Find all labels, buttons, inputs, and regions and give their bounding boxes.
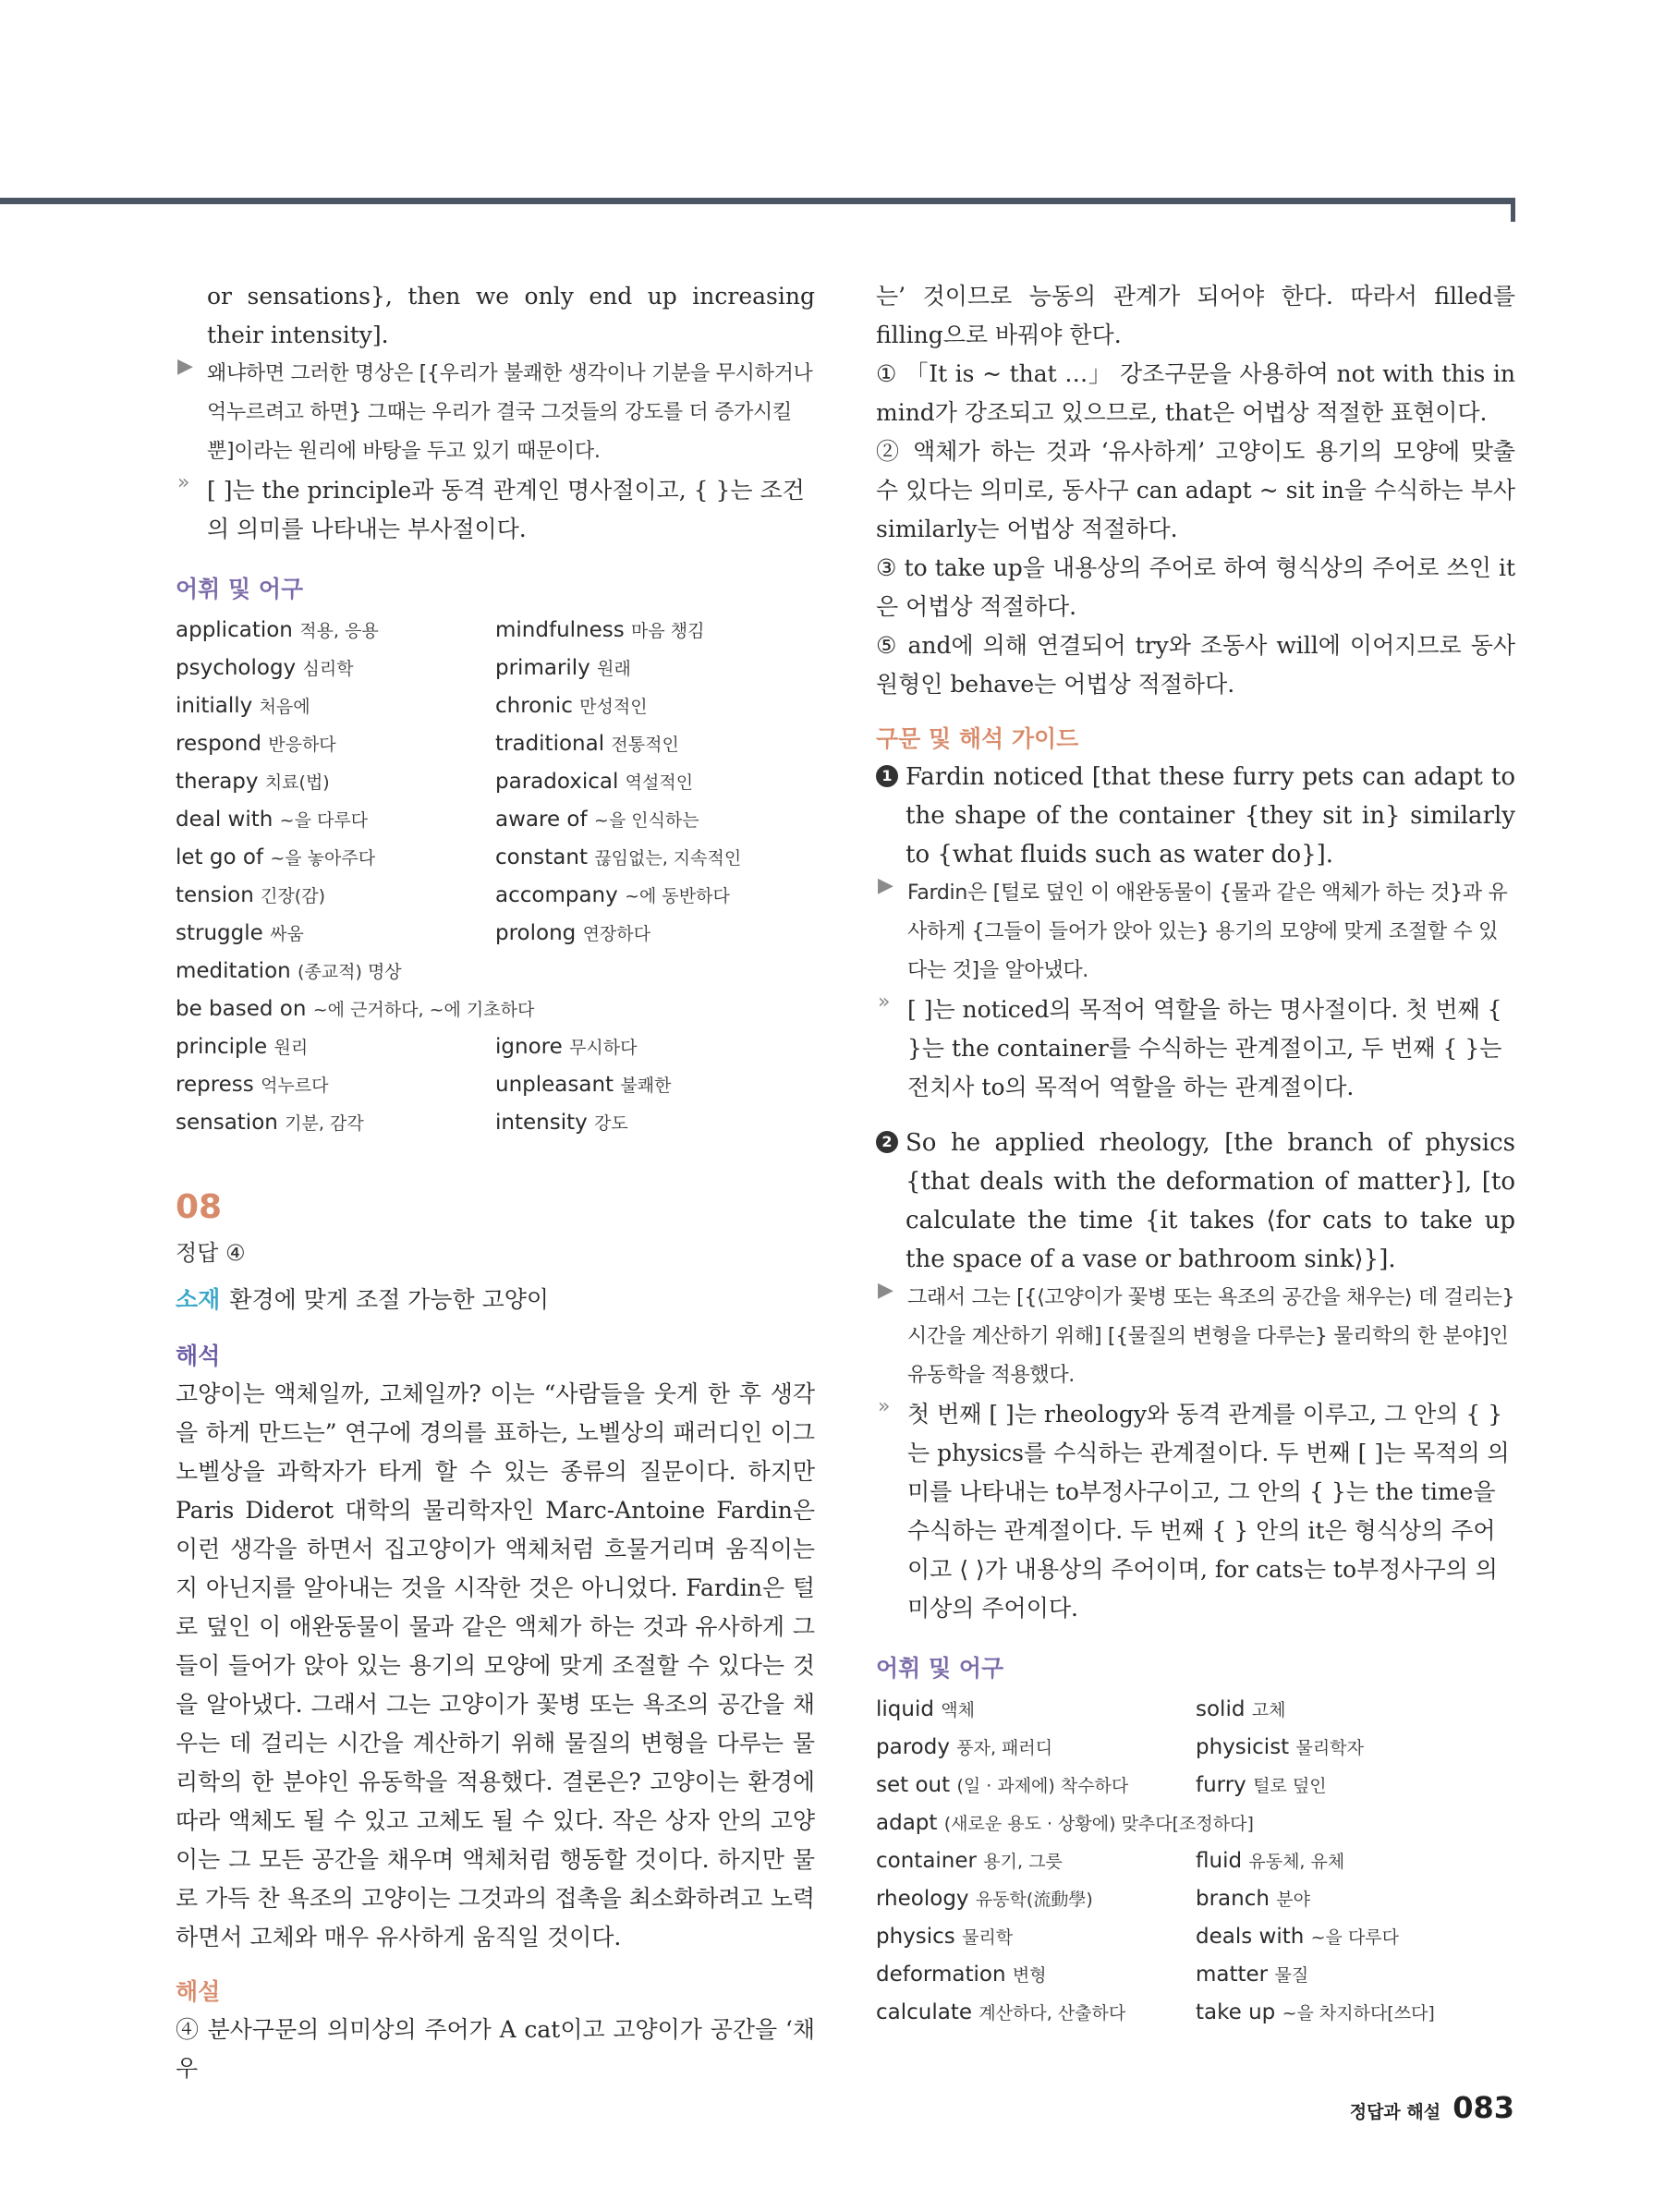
vocab-item: matter 물질 [1196,1963,1309,1987]
vocab-item: solid 고체 [1196,1697,1286,1721]
topic-label: 소재 [176,1286,221,1313]
vocab-item: initially 처음에 [176,694,310,718]
double-chevron-icon: » [878,991,891,1014]
vocab-item: let go of ~을 놓아주다 [176,845,376,869]
vocab-item: physicist 물리학자 [1196,1735,1364,1759]
explanation-continued: 는’ 것이므로 능동의 관계가 되어야 한다. 따라서 filled를 filling으로 바꿔야 한다. [876,283,1515,348]
vocab-item: calculate 계산하다, 산출하다 [876,2000,1126,2024]
vocab-item: parody 풍자, 패러디 [876,1735,1053,1759]
number-badge: 1 [876,765,898,787]
right-column [876,277,1515,2032]
vocab-item: traditional 전통적인 [495,732,679,756]
vocab-item: set out (일 · 과제에) 착수하다 [876,1773,1129,1797]
number-badge: 2 [876,1131,898,1153]
vocab-item: primarily 원래 [495,656,631,680]
explanation-option-5: ⑤ and에 의해 연결되어 try와 조동사 will에 이어지므로 동사원형인 behave는 어법상 적절하다. [876,632,1515,698]
topic-line [176,1279,815,1321]
continued-sentence: or sensations}, then we only end up increasing their intensity]. [207,283,815,348]
sentence-1: 1 Fardin noticed [that these furry pets can adapt to the shape of the container {they sit in} similarly to {what fluids such as water do}]. [876,758,1515,874]
double-chevron-icon: » [177,471,190,494]
vocab-item: deformation 변형 [876,1963,1047,1987]
vocab-item: meditation (종교적) 명상 [176,959,402,983]
vocab-item: paradoxical 역설적인 [495,770,694,794]
vocab-item: branch 분야 [1196,1887,1310,1911]
vocab-list [876,1691,1515,2032]
explanation-option-1: ① 「It is ~ that …」 강조구문을 사용하여 not with this in mind가 강조되고 있으므로, that은 어법상 적절한 표현이다. [876,360,1515,426]
vocab-item: adapt (새로운 용도 · 상황에) 맞추다[조정하다] [876,1811,1254,1835]
left-column [176,277,815,2088]
sentence-1-translation: ▶ Fardin은 [털로 덮인 이 애완동물이 {물과 같은 액체가 하는 것}과 유사하게 {그들이 들어가 앉아 있는} 용기의 모양에 맞게 조절할 수 있다는 것]을 알아냈다. [878,874,1508,982]
vocab-item: be based on ~에 근거하다, ~에 기초하다 [176,997,535,1021]
triangle-icon: ▶ [878,1279,893,1302]
grammar-note: » [ ]는 the principle과 동격 관계인 명사절이고, { }는 조건의 의미를 나타내는 부사절이다. [177,471,805,542]
vocab-item: intensity 강도 [495,1111,628,1135]
explanation-paragraph: ④ 분사구문의 의미상의 주어가 A cat이고 고양이가 공간을 ‘채우 [176,2016,815,2082]
triangle-icon: ▶ [177,355,193,378]
vocab-item: liquid 액체 [876,1697,975,1721]
page-footer [1350,2090,1514,2125]
double-chevron-icon: » [878,1395,891,1418]
explanation-option-3: ③ to take up을 내용상의 주어로 하여 형식상의 주어로 쓰인 it은 어법상 적절하다. [876,554,1515,620]
vocab-item: constant 끊임없는, 지속적인 [495,845,742,869]
vocab-item: therapy 치료(법) [176,770,330,794]
vocab-item: deals with ~을 다루다 [1196,1925,1400,1949]
vocab-item: deal with ~을 다루다 [176,808,369,832]
page-number: 083 [1452,2090,1514,2125]
vocab-item: struggle 싸움 [176,921,304,945]
vocab-item: psychology 심리학 [176,656,354,680]
vocab-list [176,612,815,1142]
triangle-icon: ▶ [878,874,893,897]
vocab-item: ignore 무시하다 [495,1035,638,1059]
vocab-item: sensation 기분, 감각 [176,1111,364,1135]
vocab-item: fluid 유동체, 유체 [1196,1849,1345,1873]
translation-heading: 해석 [176,1343,221,1369]
vocab-item: principle 원리 [176,1035,309,1059]
explanation-option-2: ② 액체가 하는 것과 ‘유사하게’ 고양이도 용기의 모양에 맞출 수 있다는 의미로, 동사구 can adapt ~ sit in을 수식하는 부사 similarly는 어법상 적절하다. [876,438,1515,542]
vocab-item: accompany ~에 동반하다 [495,883,730,907]
vocab-item: mindfulness 마음 챙김 [495,618,705,642]
vocab-item: take up ~을 차지하다[쓰다] [1196,2000,1435,2024]
translation-paragraph: 고양이는 액체일까, 고체일까? 이는 “사람들을 웃게 한 후 생각을 하게 만드는” 연구에 경의를 표하는, 노벨상의 패러디인 이그 노벨상을 과학자가 타게 할 수 있는 종류의 질문이다. 하지만 Paris Diderot 대학의 물리학자인 Marc-Antoine Fardin은 이런 생각을 하면서 집고양이가 액체처럼 흐물거리며 움직이는지 아닌지를 알아내는 것을 시작한 것은 아니었다. Fardin은 털로 덮인 이 애완동물이 물과 같은 액체가 하는 것과 유사하게 그들이 들어가 앉아 있는 용기의 모양에 맞게 조절할 수 있다는 것을 알아냈다. 그래서 그는 고양이가 꽃병 또는 욕조의 공간을 채우는 데 걸리는 시간을 계산하기 위해 물질의 변형을 다루는 물리학의 한 분야인 유동학을 적용했다. 결론은? 고양이는 환경에 따라 액체도 될 수 있고 고체도 될 수 있다. 작은 상자 안의 고양이는 그 모든 공간을 채우며 액체처럼 행동할 것이다. 하지만 물로 가득 찬 욕조의 고양이는 그것과의 접촉을 최소화하려고 노력하면서 고체와 매우 유사하게 움직일 것이다. [176,1380,815,1951]
vocab-heading: 어휘 및 어구 [876,1655,1004,1682]
vocab-item: unpleasant 불쾌한 [495,1073,672,1097]
explanation-heading: 해설 [176,1978,221,2005]
top-rule [0,198,1515,204]
question-number: 08 [176,1188,223,1226]
vocab-item: aware of ~을 인식하는 [495,808,699,832]
topic-text: 환경에 맞게 조절 가능한 고양이 [229,1286,550,1313]
sentence-1-note: » [ ]는 noticed의 목적어 역할을 하는 명사절이다. 첫 번째 { }는 the container를 수식하는 관계절이고, 두 번째 { }는 전치사 to의 목적어 역할을 하는 관계절이다. [878,991,1502,1100]
vocab-item: chronic 만성적인 [495,694,648,718]
sentence-2-note: » 첫 번째 [ ]는 rheology와 동격 관계를 이루고, 그 안의 { }는 physics를 수식하는 관계절이다. 두 번째 [ ]는 목적의 의미를 나타내는 to부정사구이고, 그 안의 { }는 the time을 수식하는 관계절이다. 두 번째 { } 안의 it은 형식상의 주어이고 ⟨ ⟩가 내용상의 주어이며, for cats는 to부정사구의 의미상의 주어이다. [878,1395,1510,1622]
top-rule-tick [1511,198,1515,222]
vocab-item: physics 물리학 [876,1925,1014,1949]
sentence-2: 2 So he applied rheology, [the branch of physics {that deals with the deformation of matter}], [to calculate the time {it takes ⟨for cats to take up the space of a vase or bathroom sink⟩}]. [876,1124,1515,1279]
vocab-item: furry 털로 덮인 [1196,1773,1327,1797]
guide-heading: 구문 및 해석 가이드 [876,725,1079,752]
vocab-item: container 용기, 그릇 [876,1849,1063,1873]
vocab-heading: 어휘 및 어구 [176,576,304,602]
vocab-item: repress 억누르다 [176,1073,329,1097]
sentence-2-translation: ▶ 그래서 그는 [{⟨고양이가 꽃병 또는 욕조의 공간을 채우는⟩ 데 걸리는} 시간을 계산하기 위해] [{물질의 변형을 다루는} 물리학의 한 분야]인 유동학을 적용했다. [878,1279,1515,1387]
vocab-item: prolong 연장하다 [495,921,650,945]
answer-line: 정답 ④ [176,1240,246,1266]
vocab-item: rheology 유동학(流動學) [876,1887,1093,1911]
vocab-item: tension 긴장(감) [176,883,325,907]
vocab-item: application 적용, 응용 [176,618,379,642]
translation-line: ▶ 왜냐하면 그러한 명상은 [{우리가 불쾌한 생각이나 기분을 무시하거나 억누르려고 하면} 그때는 우리가 결국 그것들의 강도를 더 증가시킬 뿐]이라는 원리에 바탕을 두고 있기 때문이다. [177,355,813,463]
vocab-item: respond 반응하다 [176,732,336,756]
footer-label: 정답과 해설 [1349,2102,1441,2122]
